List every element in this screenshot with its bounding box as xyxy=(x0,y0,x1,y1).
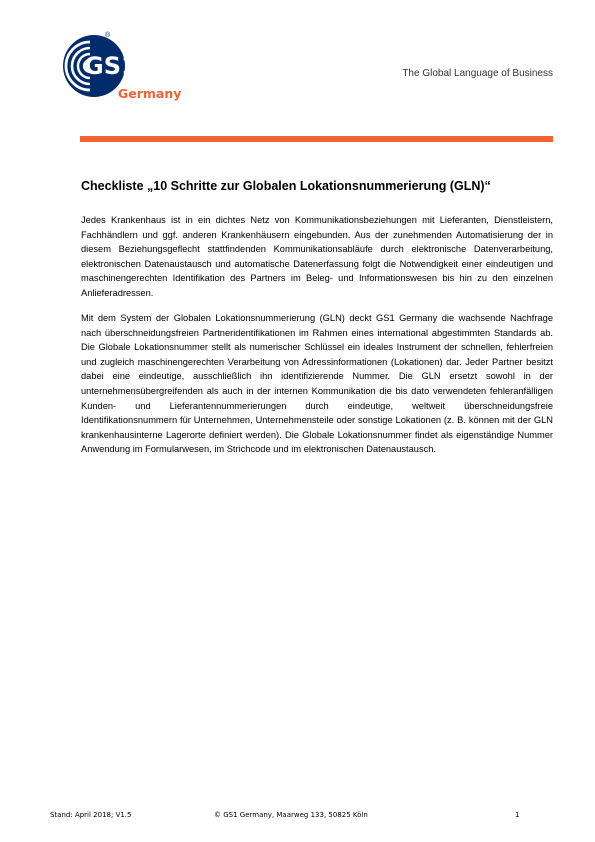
footer-page-number: 1 xyxy=(515,811,520,819)
logo-wordmark: GS1 xyxy=(84,52,138,80)
logo-registered-mark: ® xyxy=(105,32,111,39)
tagline: The Global Language of Business xyxy=(402,68,553,79)
gs1-logo xyxy=(50,32,182,104)
header-divider xyxy=(80,136,553,142)
footer-status: Stand: April 2018; V1.5 xyxy=(50,811,132,819)
logo-country: Germany xyxy=(118,86,182,101)
paragraph-gln-system: Mit dem System der Globalen Lokationsnummerierung (GLN) deckt GS1 Germany die wachsende Nachfrage nach überschneidungsfreien Partneridentifikationen im Rahmen eines international abgestimmten Standards ab. Die Globale Lokationsnummer stellt als numerischer Schlüssel ein ideales Instrument der schnellen, fehlerfreien und zugleich maschinengerechten Verarbeitung von Adressinformationen (Lokationen) dar. Jeder Partner besitzt dabei eine eindeutige, ausschließlich ihn identifizierende Nummer. Die GLN ersetzt sowohl in der unternehmensübergreifenden als auch in der internen Kommunikation die bis dato verwendeten fehleranfälligen Kunden- und Lieferantennummerierungen durch eindeutige, weltweit überschneidungsfreie Identifikationsnummern für Unternehmen, Unternehmensteile oder sonstige Lokationen (z. B. können mit der GLN krankenhausinterne Lagerorte definiert werden). Die Globale Lokationsnummer findet als eigenständige Nummer Anwendung im Formularwesen, im Strichcode und im elektronischen Datenaustausch. xyxy=(81,313,553,455)
document-title: Checkliste „10 Schritte zur Globalen Lokationsnummerierung (GLN)“ xyxy=(81,179,491,193)
footer-copyright: © GS1 Germany, Maarweg 133, 50825 Köln xyxy=(214,811,368,819)
paragraph-intro: Jedes Krankenhaus ist in ein dichtes Netz von Kommunikationsbeziehungen mit Lieferanten, Dienstleistern, Fachhändlern und ggf. anderen Krankenhäusern eingebunden. Aus der zunehmenden Automatisierung der in diesem Beziehungsgeflecht stattfindenden Kommunikationsabläufe durch elektronische Datenverarbeitung, elektronischen Datenaustausch und automatische Datenerfassung folgt die Notwendigkeit einer eindeutigen und maschinengerechten Identifikation des Partners im Beleg- und Informationswesen bis hin zu den einzelnen Anlieferadressen. xyxy=(81,215,553,298)
